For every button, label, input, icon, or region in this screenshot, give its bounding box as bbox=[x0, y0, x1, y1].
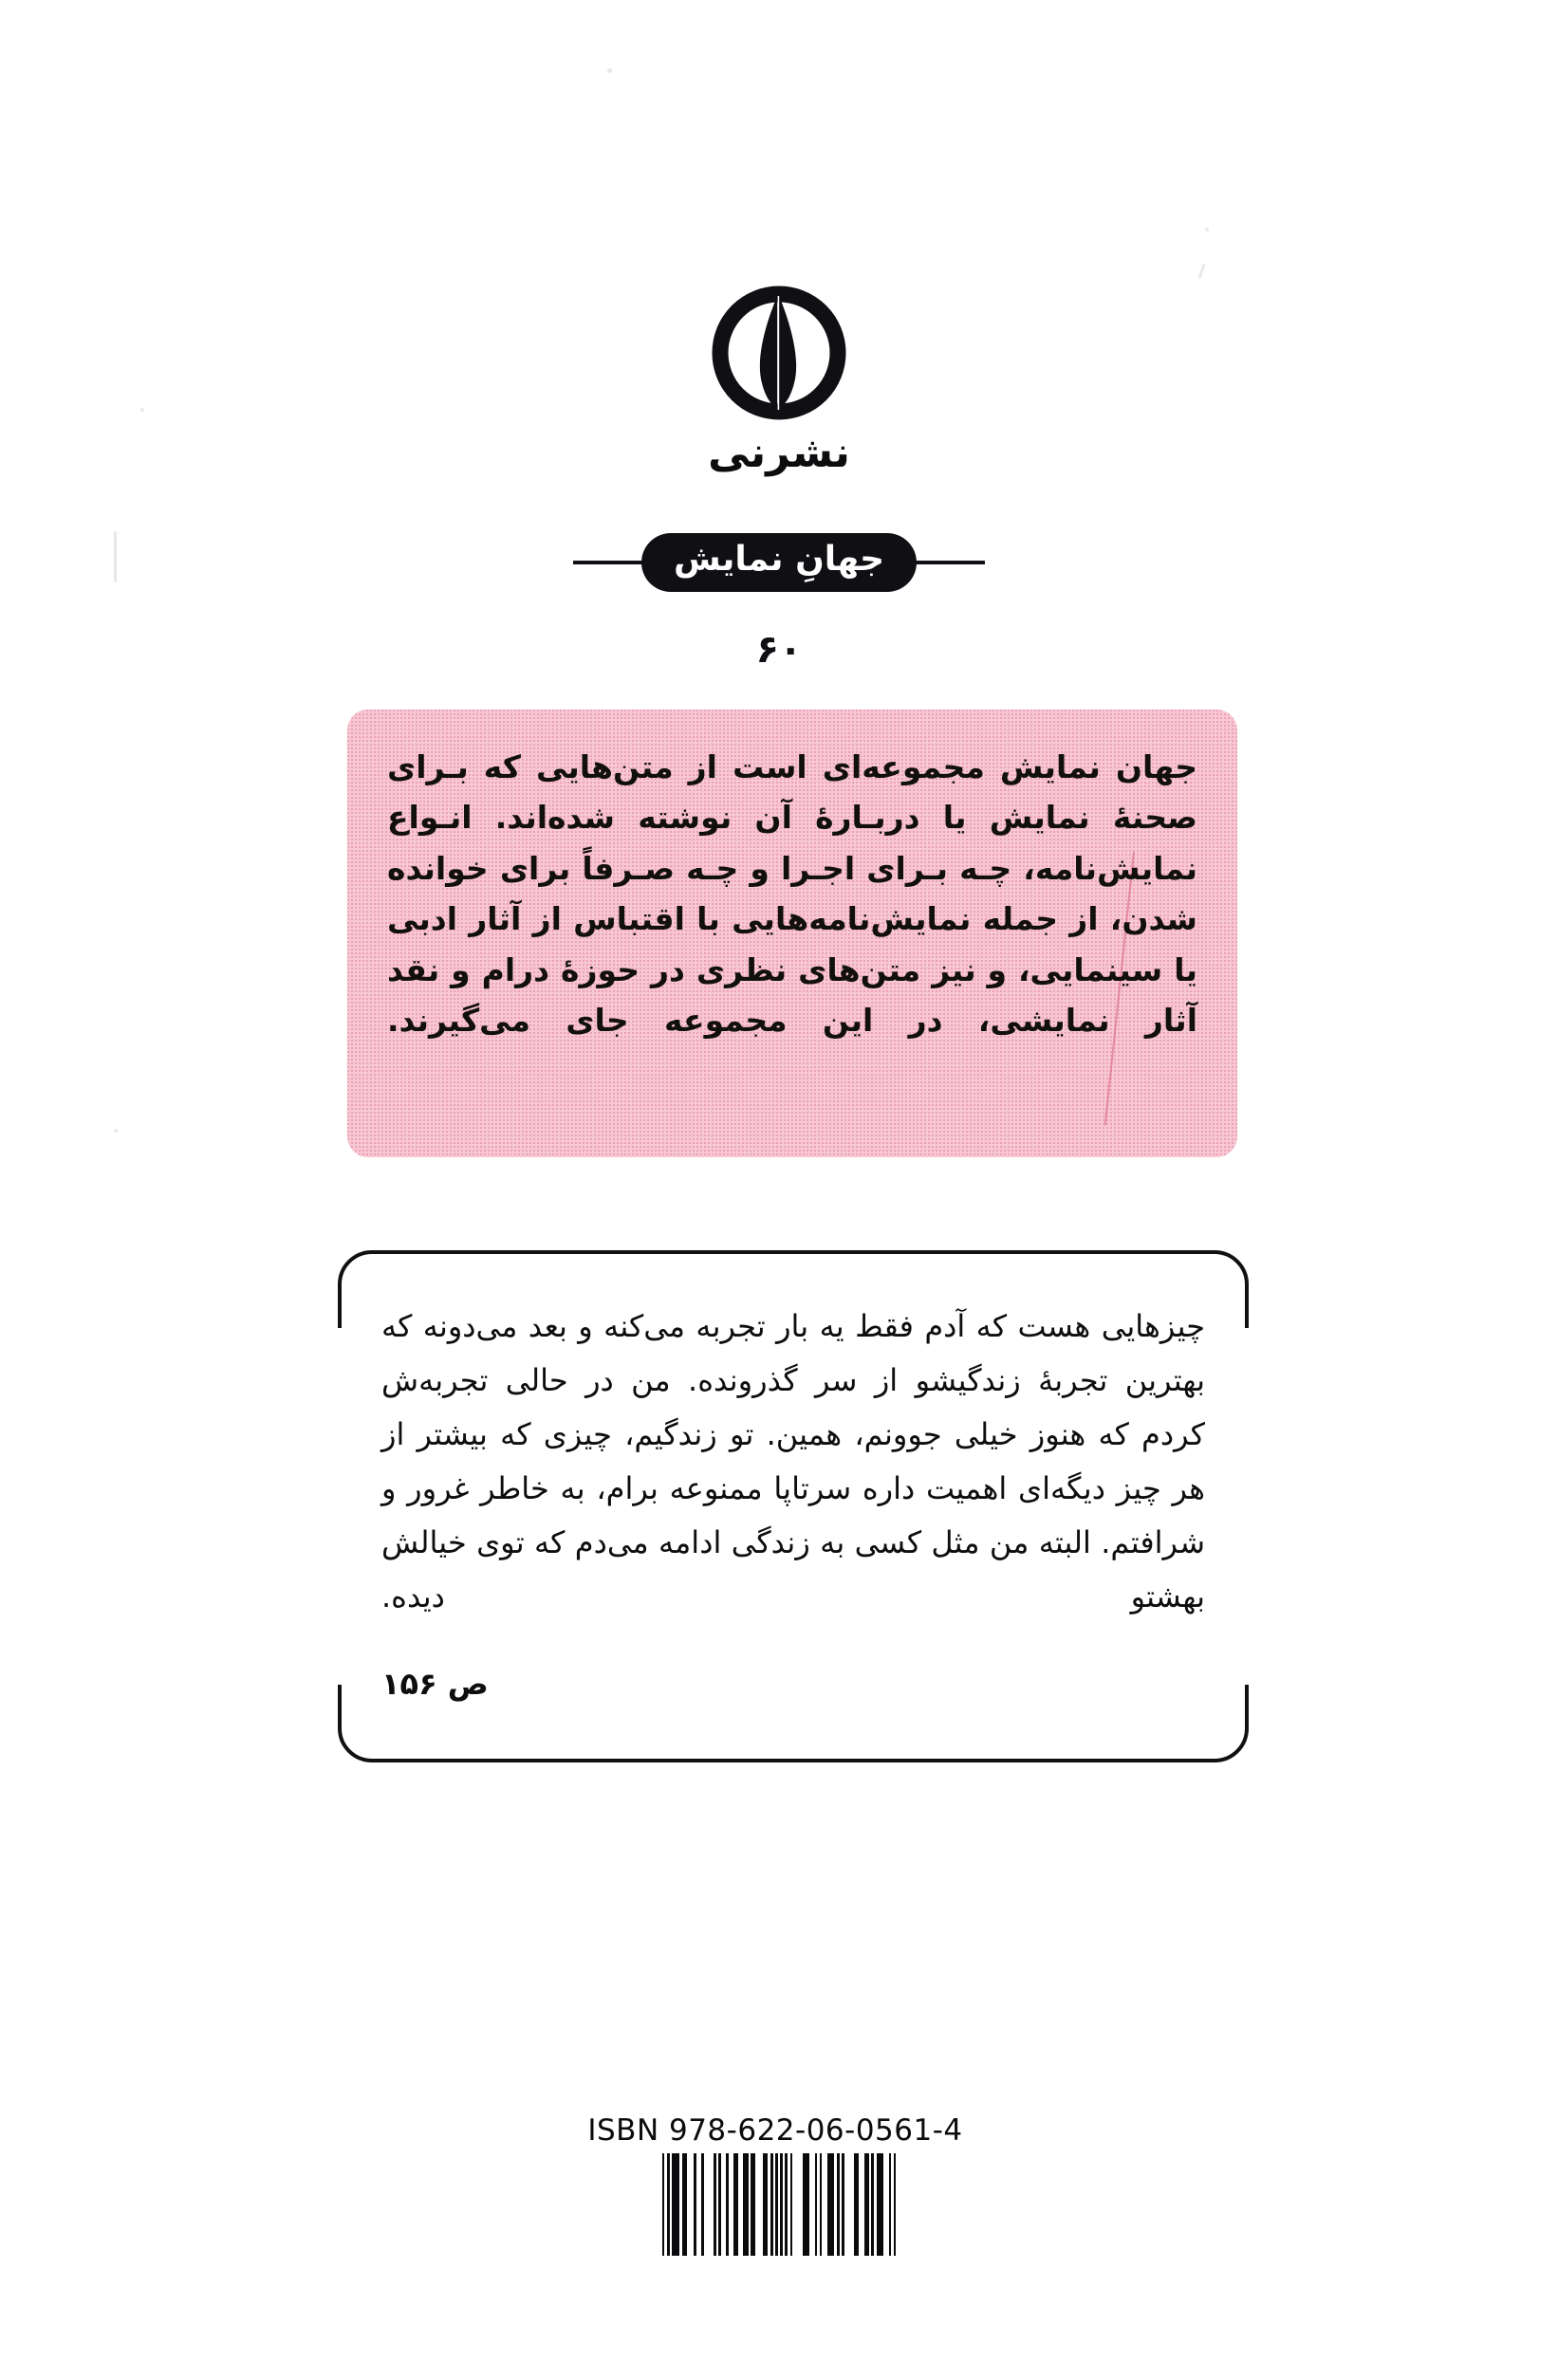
isbn-text: ISBN 978-622-06-0561-4 bbox=[587, 2113, 963, 2148]
series-number: ۶۰ bbox=[755, 628, 803, 672]
series-description-box bbox=[347, 710, 1237, 1157]
isbn-block bbox=[0, 2113, 1558, 2256]
excerpt-box bbox=[338, 1250, 1249, 1762]
horizontal-rule-icon bbox=[573, 561, 647, 564]
paper-speck bbox=[1198, 264, 1206, 279]
series-description-body: مجموعه‌ای است از متن‌هایی که بـرای صحنۀ نمایش یا دربـارۀ آن نوشته شده‌اند. انـواع نمایش‌نامه، چـه بـرای اجـرا و چـه صـرفاً برای خوانده شدن، از جمله نمایش‌نامه‌هایی با اقتباس از آثار ادبی یا سینمایی، و نیز متن‌های نظری در حوزۀ درام و نقد آثار نمایشی، در این مجموعه جای می‌گیرند. bbox=[387, 748, 1197, 1040]
excerpt-box-top-rule bbox=[395, 1250, 1192, 1254]
excerpt-corner-bottom-right bbox=[1158, 1683, 1249, 1762]
excerpt-page-reference: ص ۱۵۶ bbox=[381, 1666, 489, 1702]
horizontal-rule-icon bbox=[911, 561, 985, 564]
publisher-logo-block bbox=[0, 281, 1558, 477]
paper-speck bbox=[114, 1129, 118, 1133]
series-banner bbox=[0, 533, 1558, 592]
ney-publisher-leaf-in-circle-logo bbox=[709, 281, 849, 425]
paper-speck bbox=[1205, 228, 1209, 231]
excerpt-box-bottom-rule bbox=[395, 1759, 1192, 1762]
excerpt-text: چیزهایی هست که آدم فقط یه بار تجربه می‌کنه و بعد می‌دونه که بهترین تجربۀ زندگیشو از سر گذرونده. من در حالی تجربه‌ش کردم که هنوز خیلی جوونم، همین. تو زندگیم، چیزی که بیشتر از هر چیز دیگه‌ای اهمیت داره سرتاپا ممنوعه برام، به خاطر غرور و شرافتم. البته من مثل کسی به زندگی ادامه می‌دم که توی خیالش بهشتو دیده. bbox=[381, 1308, 1205, 1614]
paper-speck bbox=[607, 68, 612, 73]
series-label: جهانِ نمایش bbox=[641, 533, 917, 592]
publisher-name: نشرنی bbox=[708, 429, 850, 477]
series-description-text bbox=[387, 742, 1197, 1046]
ean13-barcode-icon bbox=[662, 2153, 897, 2256]
series-description-lead: جهان نمایش bbox=[999, 748, 1198, 785]
